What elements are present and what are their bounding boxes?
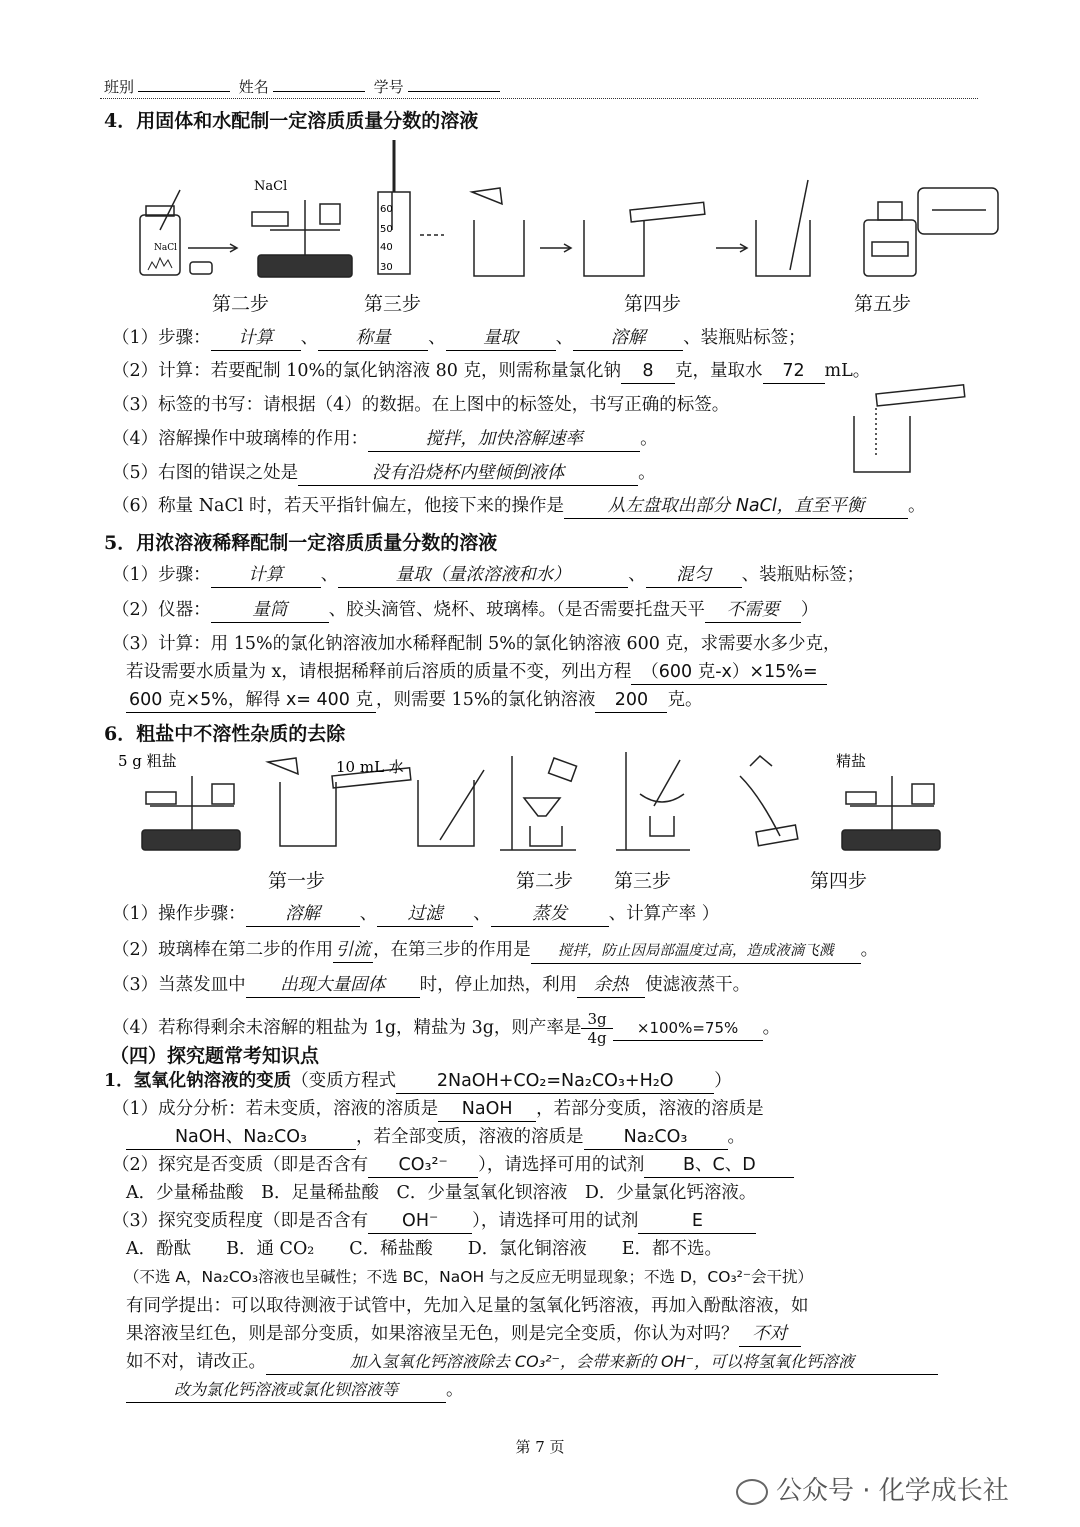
solution-preparation-figure	[0, 130, 1080, 290]
answer[interactable]: ×100%=75%	[613, 1016, 763, 1041]
answer[interactable]: E	[638, 1209, 756, 1234]
fig-water-label: 10 mL 水	[336, 758, 404, 776]
answer[interactable]: NaOH、Na₂CO₃	[126, 1125, 356, 1150]
s7-q2: （2）探究是否变质（即是否含有 CO₃²⁻ ），请选择可用的试剂 B、C、D	[112, 1153, 794, 1178]
s7-q1b: NaOH、Na₂CO₃ ，若全部变质，溶液的溶质是 Na₂CO₃ 。	[126, 1125, 745, 1150]
s7-p2: 果溶液呈红色，则是部分变质，如果溶液呈无色，则是完全变质，你认为对吗？ 不对	[126, 1322, 801, 1347]
page-number: 第 7 页	[515, 1438, 565, 1456]
answer[interactable]: 量取（量浓溶液和水）	[338, 563, 628, 588]
answer[interactable]: 量筒	[211, 598, 329, 623]
caption-s6-step4: 第四步	[810, 870, 868, 892]
answer[interactable]: 过滤	[377, 902, 473, 927]
yield-fraction: $\frac{3g}{4g}$	[581, 1010, 612, 1047]
answer[interactable]: 不对	[739, 1322, 801, 1347]
class-label: 班别	[104, 78, 135, 96]
name-blank[interactable]	[273, 77, 365, 92]
answer[interactable]: Na₂CO₃	[584, 1125, 728, 1150]
s6-q2: （2）玻璃棒在第二步的作用 引流 ，在第三步的作用是 搅拌，防止因局部温度过高，造成液滴飞溅 。	[112, 938, 878, 964]
section-5-title: 5．用浓溶液稀释配制一定溶质质量分数的溶液	[104, 532, 498, 554]
answer[interactable]: 600 克×5%，解得 x= 400 克	[126, 688, 376, 713]
s5-q3a: （3）计算：用 15%的氯化钠溶液加水稀释配制 5%的氯化钠溶液 600 克，求需要水多少克，	[112, 634, 841, 654]
s4-q3: （3）标签的书写：请根据（4）的数据。在上图中的标签处，书写正确的标签。	[112, 395, 730, 415]
s5-q2: （2）仪器： 量筒 、胶头滴管、烧杯、玻璃棒。（是否需要托盘天平 不需要 ）	[112, 598, 818, 623]
s7-q2-options: A．少量稀盐酸 B．足量稀盐酸 C．少量氢氧化钡溶液 D．少量氯化钙溶液。	[126, 1183, 757, 1203]
cyl-tick: 50	[380, 224, 393, 235]
caption-step4: 第四步	[624, 293, 682, 315]
s4-q4: （4）溶解操作中玻璃棒的作用： 搅拌，加快溶解速率 。	[112, 427, 658, 452]
s4-q1: （1）步骤： 计算 、 称量 、 量取 、 溶解 、装瓶贴标签；	[112, 326, 806, 351]
answer[interactable]: B、C、D	[644, 1153, 794, 1178]
id-label: 学号	[373, 78, 404, 96]
answer[interactable]: 搅拌，防止因局部温度过高，造成液滴飞溅	[531, 939, 861, 964]
answer[interactable]: 改为氯化钙溶液或氯化钡溶液等	[126, 1378, 446, 1403]
answer[interactable]: OH⁻	[368, 1209, 472, 1234]
s4-q2: （2）计算：若要配制 10%的氯化钠溶液 80 克，则需称量氯化钠 8 克，量取水 72 mL。	[112, 359, 870, 384]
answer[interactable]: 200	[595, 688, 667, 713]
s7-subtitle: 1．氢氧化钠溶液的变质（变质方程式 2NaOH+CO₂=Na₂CO₃+H₂O ）	[104, 1069, 732, 1094]
caption-s6-step1: 第一步	[268, 870, 326, 892]
answer[interactable]: 称量	[318, 326, 428, 351]
section-4-title: 4．用固体和水配制一定溶质质量分数的溶液	[104, 110, 479, 132]
cyl-tick: 30	[380, 262, 393, 273]
watermark: 公众号 · 化学成长社	[736, 1470, 1009, 1507]
s7-p1: 有同学提出：可以取待测液于试管中，先加入足量的氢氧化钙溶液，再加入酚酞溶液，如	[126, 1296, 809, 1316]
s6-q1: （1）操作步骤： 溶解 、 过滤 、 蒸发 、计算产率 ）	[112, 902, 719, 927]
fig-refined-salt-label: 精盐	[836, 752, 867, 770]
answer[interactable]: 计算	[211, 563, 321, 588]
answer[interactable]: 余热	[577, 973, 645, 998]
caption-s6-step2: 第二步	[516, 870, 574, 892]
answer[interactable]: 从左盘取出部分 NaCl，直至平衡	[564, 494, 908, 519]
s7-q3-options: A．酚酞 B．通 CO₂ C．稀盐酸 D．氯化铜溶液 E．都不选。	[126, 1239, 723, 1259]
answer[interactable]: 溶解	[573, 326, 683, 351]
fig-crude-salt-label: 5 g 粗盐	[118, 752, 177, 770]
s6-q3: （3）当蒸发皿中 出现大量固体 时，停止加热，利用 余热 使滤液蒸干。	[112, 973, 750, 998]
student-info-header	[104, 76, 504, 97]
s7-p4: 改为氯化钙溶液或氯化钡溶液等 。	[126, 1378, 464, 1403]
id-blank[interactable]	[408, 77, 500, 92]
s5-q3b: 若设需要水质量为 x，请根据稀释前后溶质的质量不变，列出方程 （600 克-x）×15%=	[126, 660, 827, 685]
answer[interactable]: 搅拌，加快溶解速率	[368, 427, 640, 452]
s5-q3c: 600 克×5%，解得 x= 400 克 ，则需要 15%的氯化钠溶液 200 克。	[126, 688, 702, 713]
caption-step3: 第三步	[364, 293, 422, 315]
caption-step2: 第二步	[212, 293, 270, 315]
answer[interactable]: 不需要	[705, 598, 801, 623]
section-6-title: 6．粗盐中不溶性杂质的去除	[104, 723, 346, 745]
answer[interactable]: 量取	[446, 326, 556, 351]
answer[interactable]: 没有沿烧杯内壁倾倒液体	[298, 461, 638, 486]
cyl-tick: 60	[380, 204, 393, 215]
answer[interactable]: （600 克-x）×15%=	[631, 660, 827, 685]
answer[interactable]: 出现大量固体	[246, 973, 420, 998]
answer[interactable]: 混匀	[646, 563, 742, 588]
answer[interactable]: NaOH	[438, 1097, 536, 1122]
caption-s6-step3: 第三步	[614, 870, 672, 892]
s6-q4: （4）若称得剩余未溶解的粗盐为 1g，精盐为 3g，则产率是 $\frac{3g}{4g}$ ×100%=75% 。	[112, 1010, 781, 1047]
pouring-error-figure	[846, 386, 966, 476]
name-label: 姓名	[238, 78, 269, 96]
answer[interactable]: 溶解	[246, 902, 360, 927]
section-inquiry-title: （四）探究题常考知识点	[110, 1045, 320, 1067]
wechat-icon	[736, 1479, 768, 1505]
salt-purification-figure	[0, 746, 1080, 858]
header-divider	[100, 98, 978, 99]
s7-p3: 如不对，请改正。 加入氢氧化钙溶液除去 CO₃²⁻，会带来新的 OH⁻，可以将氢氧化钙溶液	[126, 1350, 938, 1375]
answer[interactable]: 72	[763, 359, 825, 384]
s7-note: （不选 A，Na₂CO₃溶液也呈碱性；不选 BC，NaOH 与之反应无明显现象；不选 D，CO₃²⁻会干扰）	[124, 1268, 814, 1286]
caption-step5: 第五步	[854, 293, 912, 315]
answer[interactable]: 加入氢氧化钙溶液除去 CO₃²⁻，会带来新的 OH⁻，可以将氢氧化钙溶液	[266, 1350, 938, 1375]
answer[interactable]: 2NaOH+CO₂=Na₂CO₃+H₂O	[396, 1069, 714, 1094]
s5-q1: （1）步骤： 计算 、 量取（量浓溶液和水） 、 混匀 、装瓶贴标签；	[112, 563, 864, 588]
fig-nacl-jar-label: NaCl	[154, 243, 178, 253]
s4-q5: （5）右图的错误之处是 没有沿烧杯内壁倾倒液体 。	[112, 461, 656, 486]
answer[interactable]: CO₃²⁻	[368, 1153, 478, 1178]
s4-q6: （6）称量 NaCl 时，若天平指针偏左，他接下来的操作是 从左盘取出部分 NaCl，直至平衡 。	[112, 494, 926, 519]
answer[interactable]: 引流	[333, 938, 373, 963]
answer[interactable]: 8	[621, 359, 675, 384]
answer[interactable]: 计算	[211, 326, 301, 351]
s7-q1a: （1）成分分析：若未变质，溶液的溶质是 NaOH ，若部分变质，溶液的溶质是	[112, 1097, 764, 1122]
cyl-tick: 40	[380, 242, 393, 253]
class-blank[interactable]	[138, 77, 230, 92]
answer[interactable]: 蒸发	[491, 902, 609, 927]
s7-q3: （3）探究变质程度（即是否含有 OH⁻ ），请选择可用的试剂 E	[112, 1209, 756, 1234]
fig-nacl-label: NaCl	[254, 179, 288, 194]
